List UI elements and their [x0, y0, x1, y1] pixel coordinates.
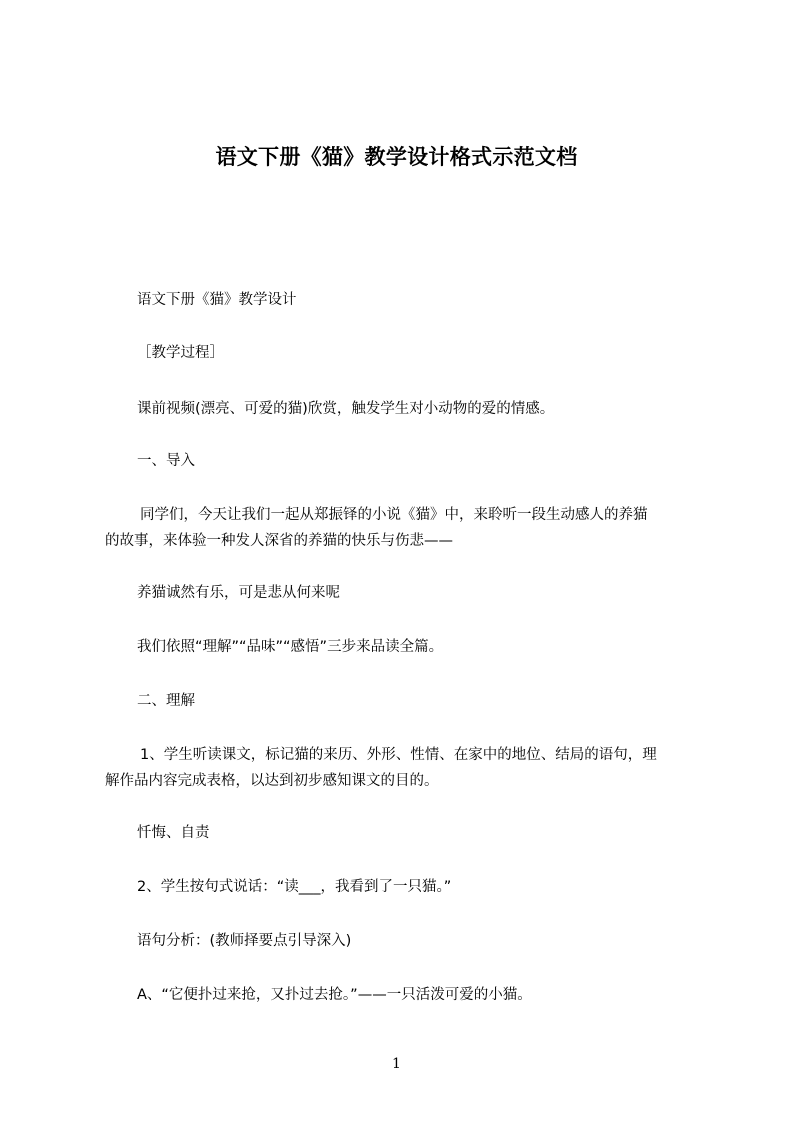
paragraph-analysis-a: A、“它便扑过来抢，又扑过去抢。”——一只活泼可爱的小猫。: [137, 987, 532, 1003]
document-title: 语文下册《猫》教学设计格式示范文档: [215, 145, 578, 169]
paragraph-repentance: 忏悔、自责: [137, 825, 210, 841]
paragraph-section-process: ［教学过程］: [137, 345, 224, 361]
paragraph-item2: 2、学生按句式说话：“读___，我看到了一只猫。”: [137, 879, 452, 895]
paragraph-pre-class: 课前视频(漂亮、可爱的猫)欣赏，触发学生对小动物的爱的情感。: [137, 401, 555, 417]
paragraph-intro-line2: 的故事，来体验一种发人深省的养猫的快乐与伤悲——: [105, 533, 453, 549]
heading-understanding: 二、理解: [137, 693, 195, 709]
paragraph-intro-line1: 同学们，今天让我们一起从郑振铎的小说《猫》中，来聆听一段生动感人的养猫: [140, 507, 648, 523]
heading-introduction: 一、导入: [137, 453, 195, 469]
paragraph-question: 养猫诚然有乐，可是悲从何来呢: [137, 585, 340, 601]
page-number: 1: [392, 1056, 401, 1072]
paragraph-item1-line1: 1、学生听读课文，标记猫的来历、外形、性情、在家中的地位、结局的语句，理: [140, 747, 657, 763]
paragraph-three-steps: 我们依照“理解”“品味”“感悟”三步来品读全篇。: [137, 639, 444, 655]
paragraph-item1-line2: 解作品内容完成表格，以达到初步感知课文的目的。: [105, 773, 439, 789]
paragraph-sentence-analysis: 语句分析：(教师择要点引导深入): [137, 933, 352, 949]
paragraph-subtitle: 语文下册《猫》教学设计: [137, 292, 297, 308]
